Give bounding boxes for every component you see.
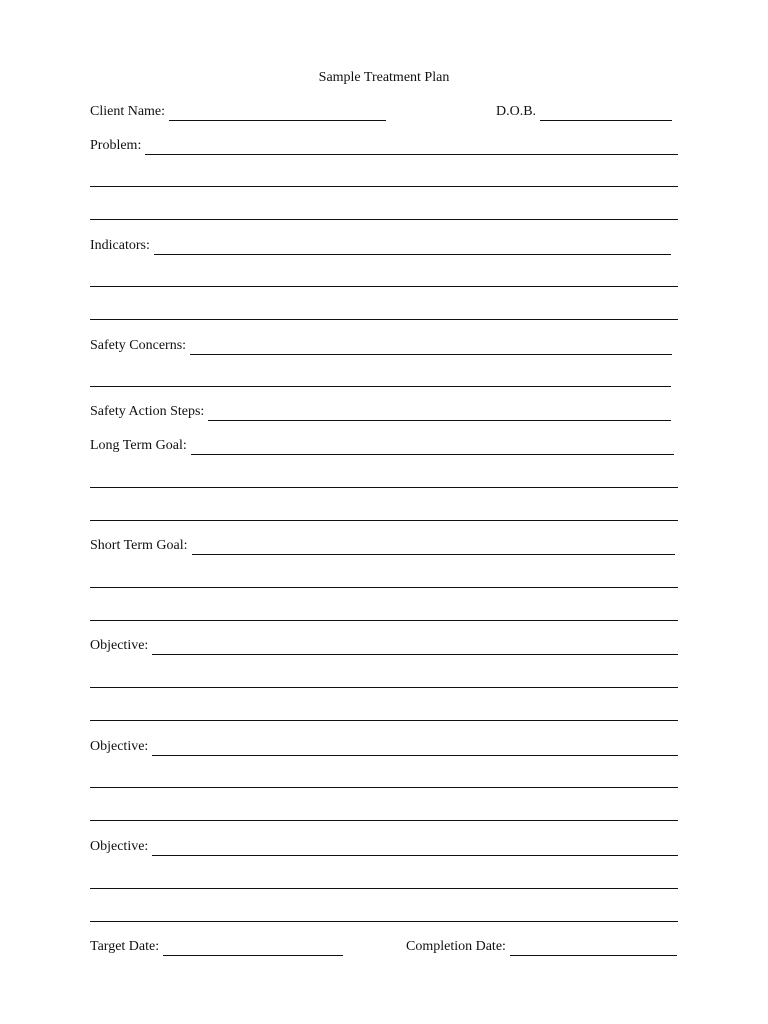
objective-3-field[interactable] (152, 842, 678, 856)
dob-field[interactable] (540, 107, 672, 121)
target-date-label: Target Date: (90, 939, 160, 954)
dob-row (496, 103, 672, 121)
indicators-line-3[interactable] (90, 319, 678, 320)
client-name-field[interactable] (169, 107, 386, 121)
objective-1-line-3[interactable] (90, 720, 678, 721)
short-term-goal-line-2[interactable] (90, 587, 678, 588)
long-term-goal-line-2[interactable] (90, 487, 678, 488)
safety-action-steps-label: Safety Action Steps: (90, 404, 205, 419)
dob-label: D.O.B. (496, 104, 537, 119)
objective-1-field[interactable] (152, 641, 678, 655)
short-term-goal-field[interactable] (192, 541, 675, 555)
objective-1-row (90, 637, 678, 655)
indicators-row (90, 237, 671, 255)
safety-concerns-line-2[interactable] (90, 386, 671, 387)
safety-action-steps-field[interactable] (208, 407, 671, 421)
safety-concerns-row (90, 337, 672, 355)
objective-1-label: Objective: (90, 638, 149, 653)
long-term-goal-label: Long Term Goal: (90, 438, 187, 453)
objective-2-line-3[interactable] (90, 820, 678, 821)
objective-3-label: Objective: (90, 839, 149, 854)
objective-3-line-2[interactable] (90, 888, 678, 889)
completion-date-row (406, 938, 677, 956)
problem-row (90, 137, 678, 155)
completion-date-field[interactable] (510, 942, 677, 956)
completion-date-label: Completion Date: (406, 939, 506, 954)
page-title: Sample Treatment Plan (318, 70, 450, 85)
indicators-line-2[interactable] (90, 286, 678, 287)
safety-action-steps-row (90, 403, 671, 421)
objective-3-line-3[interactable] (90, 921, 678, 922)
indicators-field[interactable] (154, 241, 671, 255)
short-term-goal-line-3[interactable] (90, 620, 678, 621)
problem-label: Problem: (90, 138, 142, 153)
short-term-goal-label: Short Term Goal: (90, 538, 188, 553)
safety-concerns-field[interactable] (190, 341, 672, 355)
client-name-label: Client Name: (90, 104, 166, 119)
long-term-goal-field[interactable] (191, 441, 674, 455)
objective-3-row (90, 838, 678, 856)
objective-1-line-2[interactable] (90, 687, 678, 688)
objective-2-line-2[interactable] (90, 787, 678, 788)
problem-line-3[interactable] (90, 219, 678, 220)
safety-concerns-label: Safety Concerns: (90, 338, 187, 353)
objective-2-row (90, 738, 678, 756)
target-date-row (90, 938, 343, 956)
target-date-field[interactable] (163, 942, 343, 956)
problem-line-2[interactable] (90, 186, 678, 187)
client-name-row (90, 103, 386, 121)
short-term-goal-row (90, 537, 675, 555)
problem-field[interactable] (145, 141, 678, 155)
long-term-goal-row (90, 437, 674, 455)
long-term-goal-line-3[interactable] (90, 520, 678, 521)
objective-2-label: Objective: (90, 739, 149, 754)
objective-2-field[interactable] (152, 742, 678, 756)
indicators-label: Indicators: (90, 238, 150, 253)
